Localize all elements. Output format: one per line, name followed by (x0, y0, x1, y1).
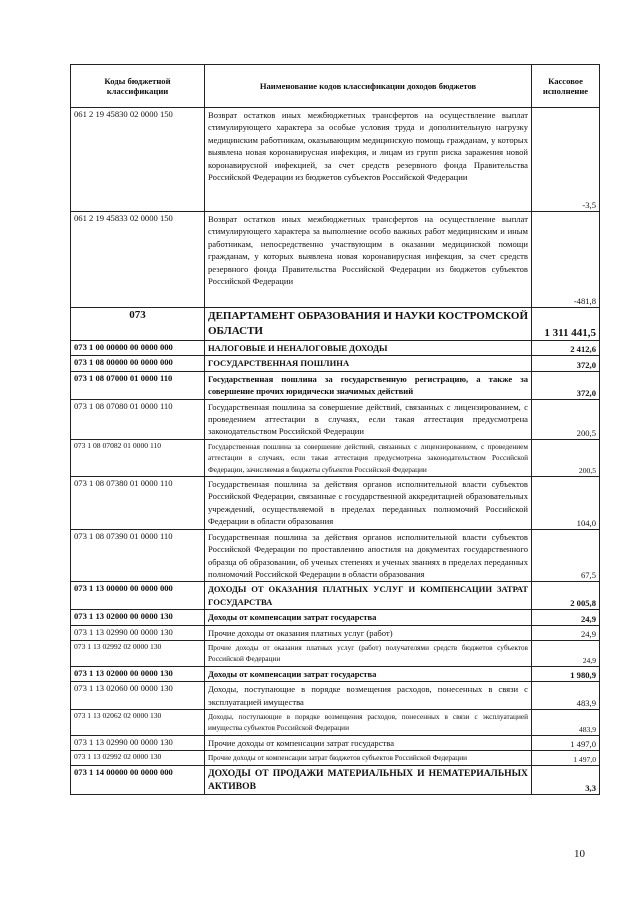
row-name: Доходы, поступающие в порядке возмещения расходов, понесенных в связи с эксплуатацией имущества субъектов Российской Федерации (205, 709, 532, 735)
row-name: ГОСУДАРСТВЕННАЯ ПОШЛИНА (205, 356, 532, 371)
row-code: 073 1 13 02000 00 0000 130 (71, 666, 205, 681)
table-row (71, 709, 600, 735)
row-name: Прочие доходы от оказания платных услуг (работ) получателями средств бюджетов субъектов Российской Федерации (205, 640, 532, 666)
row-code: 073 1 13 02990 00 0000 130 (71, 625, 205, 640)
row-name: ДОХОДЫ ОТ ПРОДАЖИ МАТЕРИАЛЬНЫХ И НЕМАТЕРИАЛЬНЫХ АКТИВОВ (205, 765, 532, 794)
table-row (71, 341, 600, 356)
table-row (71, 529, 600, 582)
header-names: Наименование кодов классификации доходов бюджетов (205, 65, 532, 108)
row-code: 073 1 13 02992 02 0000 130 (71, 640, 205, 666)
row-name: ДЕПАРТАМЕНТ ОБРАЗОВАНИЯ И НАУКИ КОСТРОМСКОЙ ОБЛАСТИ (205, 308, 532, 341)
table-row-department (71, 308, 600, 341)
table-row (71, 682, 600, 710)
row-code: 073 1 13 02000 00 0000 130 (71, 610, 205, 625)
row-value: 3,3 (532, 765, 600, 794)
table-row (71, 371, 600, 399)
table-row (71, 477, 600, 530)
row-value: 1 497,0 (532, 735, 600, 750)
row-name: Возврат остатков иных межбюджетных трансфертов на осуществление выплат стимулирующего характера за особые условия труда и дополнительную нагрузку медицинским работникам, оказывающим медицинскую помощь гражданам, у которых выявлена новая коронавирусная инфекция, и лицам из групп риска заражения новой коронавирусной инфекцией, за счет средств резервного фонда Правительства Российской Федерации из бюджетов субъектов Российской Федерации (205, 108, 532, 212)
row-value: 483,9 (532, 709, 600, 735)
row-value: 24,9 (532, 640, 600, 666)
row-name: Государственная пошлина за государственную регистрацию, а также за совершение прочих юридически значимых действий (205, 371, 532, 399)
row-value: 1 497,0 (532, 751, 600, 765)
table-header-row (71, 65, 600, 108)
row-name: Государственная пошлина за действия органов исполнительной власти субъектов Российской Федерации по проставлению апостиля на документах государственного образца об образовании, об ученых степенях и ученых званиях в пределах переданных полномочий Российской Федерации в области образования (205, 529, 532, 582)
row-code: 073 1 14 00000 00 0000 000 (71, 765, 205, 794)
row-name: Государственная пошлина за действия органов исполнительной власти субъектов Российской Федерации, связанные с государственной аккредитацией образовательных учреждений, осуществляемой в пределах переданных полномочий Российской Федерации в области образования (205, 477, 532, 530)
row-name: Возврат остатков иных межбюджетных трансфертов на осуществление выплат стимулирующего характера за выполнение особо важных работ медицинским и иным работникам, непосредственно участвующим в оказании медицинской помощи гражданам, у которых выявлена новая коронавирусная инфекция, за счет средств резервного фонда Правительства Российской Федерации из бюджетов субъектов Российской Федерации (205, 212, 532, 308)
page-number: 10 (574, 848, 585, 860)
row-value: 483,9 (532, 682, 600, 710)
row-value: 1 980,9 (532, 666, 600, 681)
revenue-table (70, 64, 600, 795)
row-name: Доходы от компенсации затрат государства (205, 610, 532, 625)
row-code: 073 1 13 02060 00 0000 130 (71, 682, 205, 710)
header-codes: Коды бюджетной классификации (71, 65, 205, 108)
table-row (71, 625, 600, 640)
row-code: 073 1 08 07380 01 0000 110 (71, 477, 205, 530)
row-value: 2 005,8 (532, 582, 600, 610)
row-value: 104,0 (532, 477, 600, 530)
row-code: 073 1 13 00000 00 0000 000 (71, 582, 205, 610)
row-value: 24,9 (532, 625, 600, 640)
row-code: 061 2 19 45830 02 0000 150 (71, 108, 205, 212)
row-code: 073 1 08 00000 00 0000 000 (71, 356, 205, 371)
row-code: 073 1 00 00000 00 0000 000 (71, 341, 205, 356)
row-name: Прочие доходы от компенсации затрат бюджетов субъектов Российской Федерации (205, 751, 532, 765)
row-name: Прочие доходы от оказания платных услуг (работ) (205, 625, 532, 640)
row-value: 1 311 441,5 (532, 308, 600, 341)
table-row (71, 751, 600, 765)
row-value: 200,5 (532, 399, 600, 439)
row-code: 073 1 13 02062 02 0000 130 (71, 709, 205, 735)
row-value: 372,0 (532, 356, 600, 371)
row-code: 073 1 08 07080 01 0000 110 (71, 399, 205, 439)
row-value: 67,5 (532, 529, 600, 582)
row-code: 073 1 08 07082 01 0000 110 (71, 439, 205, 476)
row-code: 061 2 19 45833 02 0000 150 (71, 212, 205, 308)
header-execution: Кассовое исполнение (532, 65, 600, 108)
row-name: НАЛОГОВЫЕ И НЕНАЛОГОВЫЕ ДОХОДЫ (205, 341, 532, 356)
row-value: 372,0 (532, 371, 600, 399)
table-row (71, 356, 600, 371)
row-name: Государственная пошлина за совершение действий, связанных с лицензированием, с проведением аттестации в случаях, если такая аттестация предусмотрена законодательством Российской Федерации (205, 399, 532, 439)
row-value: -3,5 (532, 108, 600, 212)
row-name: Доходы, поступающие в порядке возмещения расходов, понесенных в связи с эксплуатацией имущества (205, 682, 532, 710)
row-code: 073 1 08 07000 01 0000 110 (71, 371, 205, 399)
row-value: 200,5 (532, 439, 600, 476)
table-row (71, 399, 600, 439)
table-row (71, 666, 600, 681)
row-code: 073 1 08 07390 01 0000 110 (71, 529, 205, 582)
row-name: ДОХОДЫ ОТ ОКАЗАНИЯ ПЛАТНЫХ УСЛУГ И КОМПЕНСАЦИИ ЗАТРАТ ГОСУДАРСТВА (205, 582, 532, 610)
row-value: 24,9 (532, 610, 600, 625)
row-name: Государственная пошлина за совершение действий, связанных с лицензированием, с проведением аттестации в случаях, если такая аттестация предусмотрена законодательством Российской Федерации, зачисляемая в бюджеты субъектов Российской Федерации (205, 439, 532, 476)
table-row (71, 640, 600, 666)
row-name: Прочие доходы от компенсации затрат государства (205, 735, 532, 750)
row-code: 073 (71, 308, 205, 341)
row-value: -481,8 (532, 212, 600, 308)
table-row (71, 212, 600, 308)
row-name: Доходы от компенсации затрат государства (205, 666, 532, 681)
table-row (71, 582, 600, 610)
row-value: 2 412,6 (532, 341, 600, 356)
table-row (71, 610, 600, 625)
row-code: 073 1 13 02990 00 0000 130 (71, 735, 205, 750)
row-code: 073 1 13 02992 02 0000 130 (71, 751, 205, 765)
table-row (71, 765, 600, 794)
table-row (71, 439, 600, 476)
table-row (71, 108, 600, 212)
table-row (71, 735, 600, 750)
